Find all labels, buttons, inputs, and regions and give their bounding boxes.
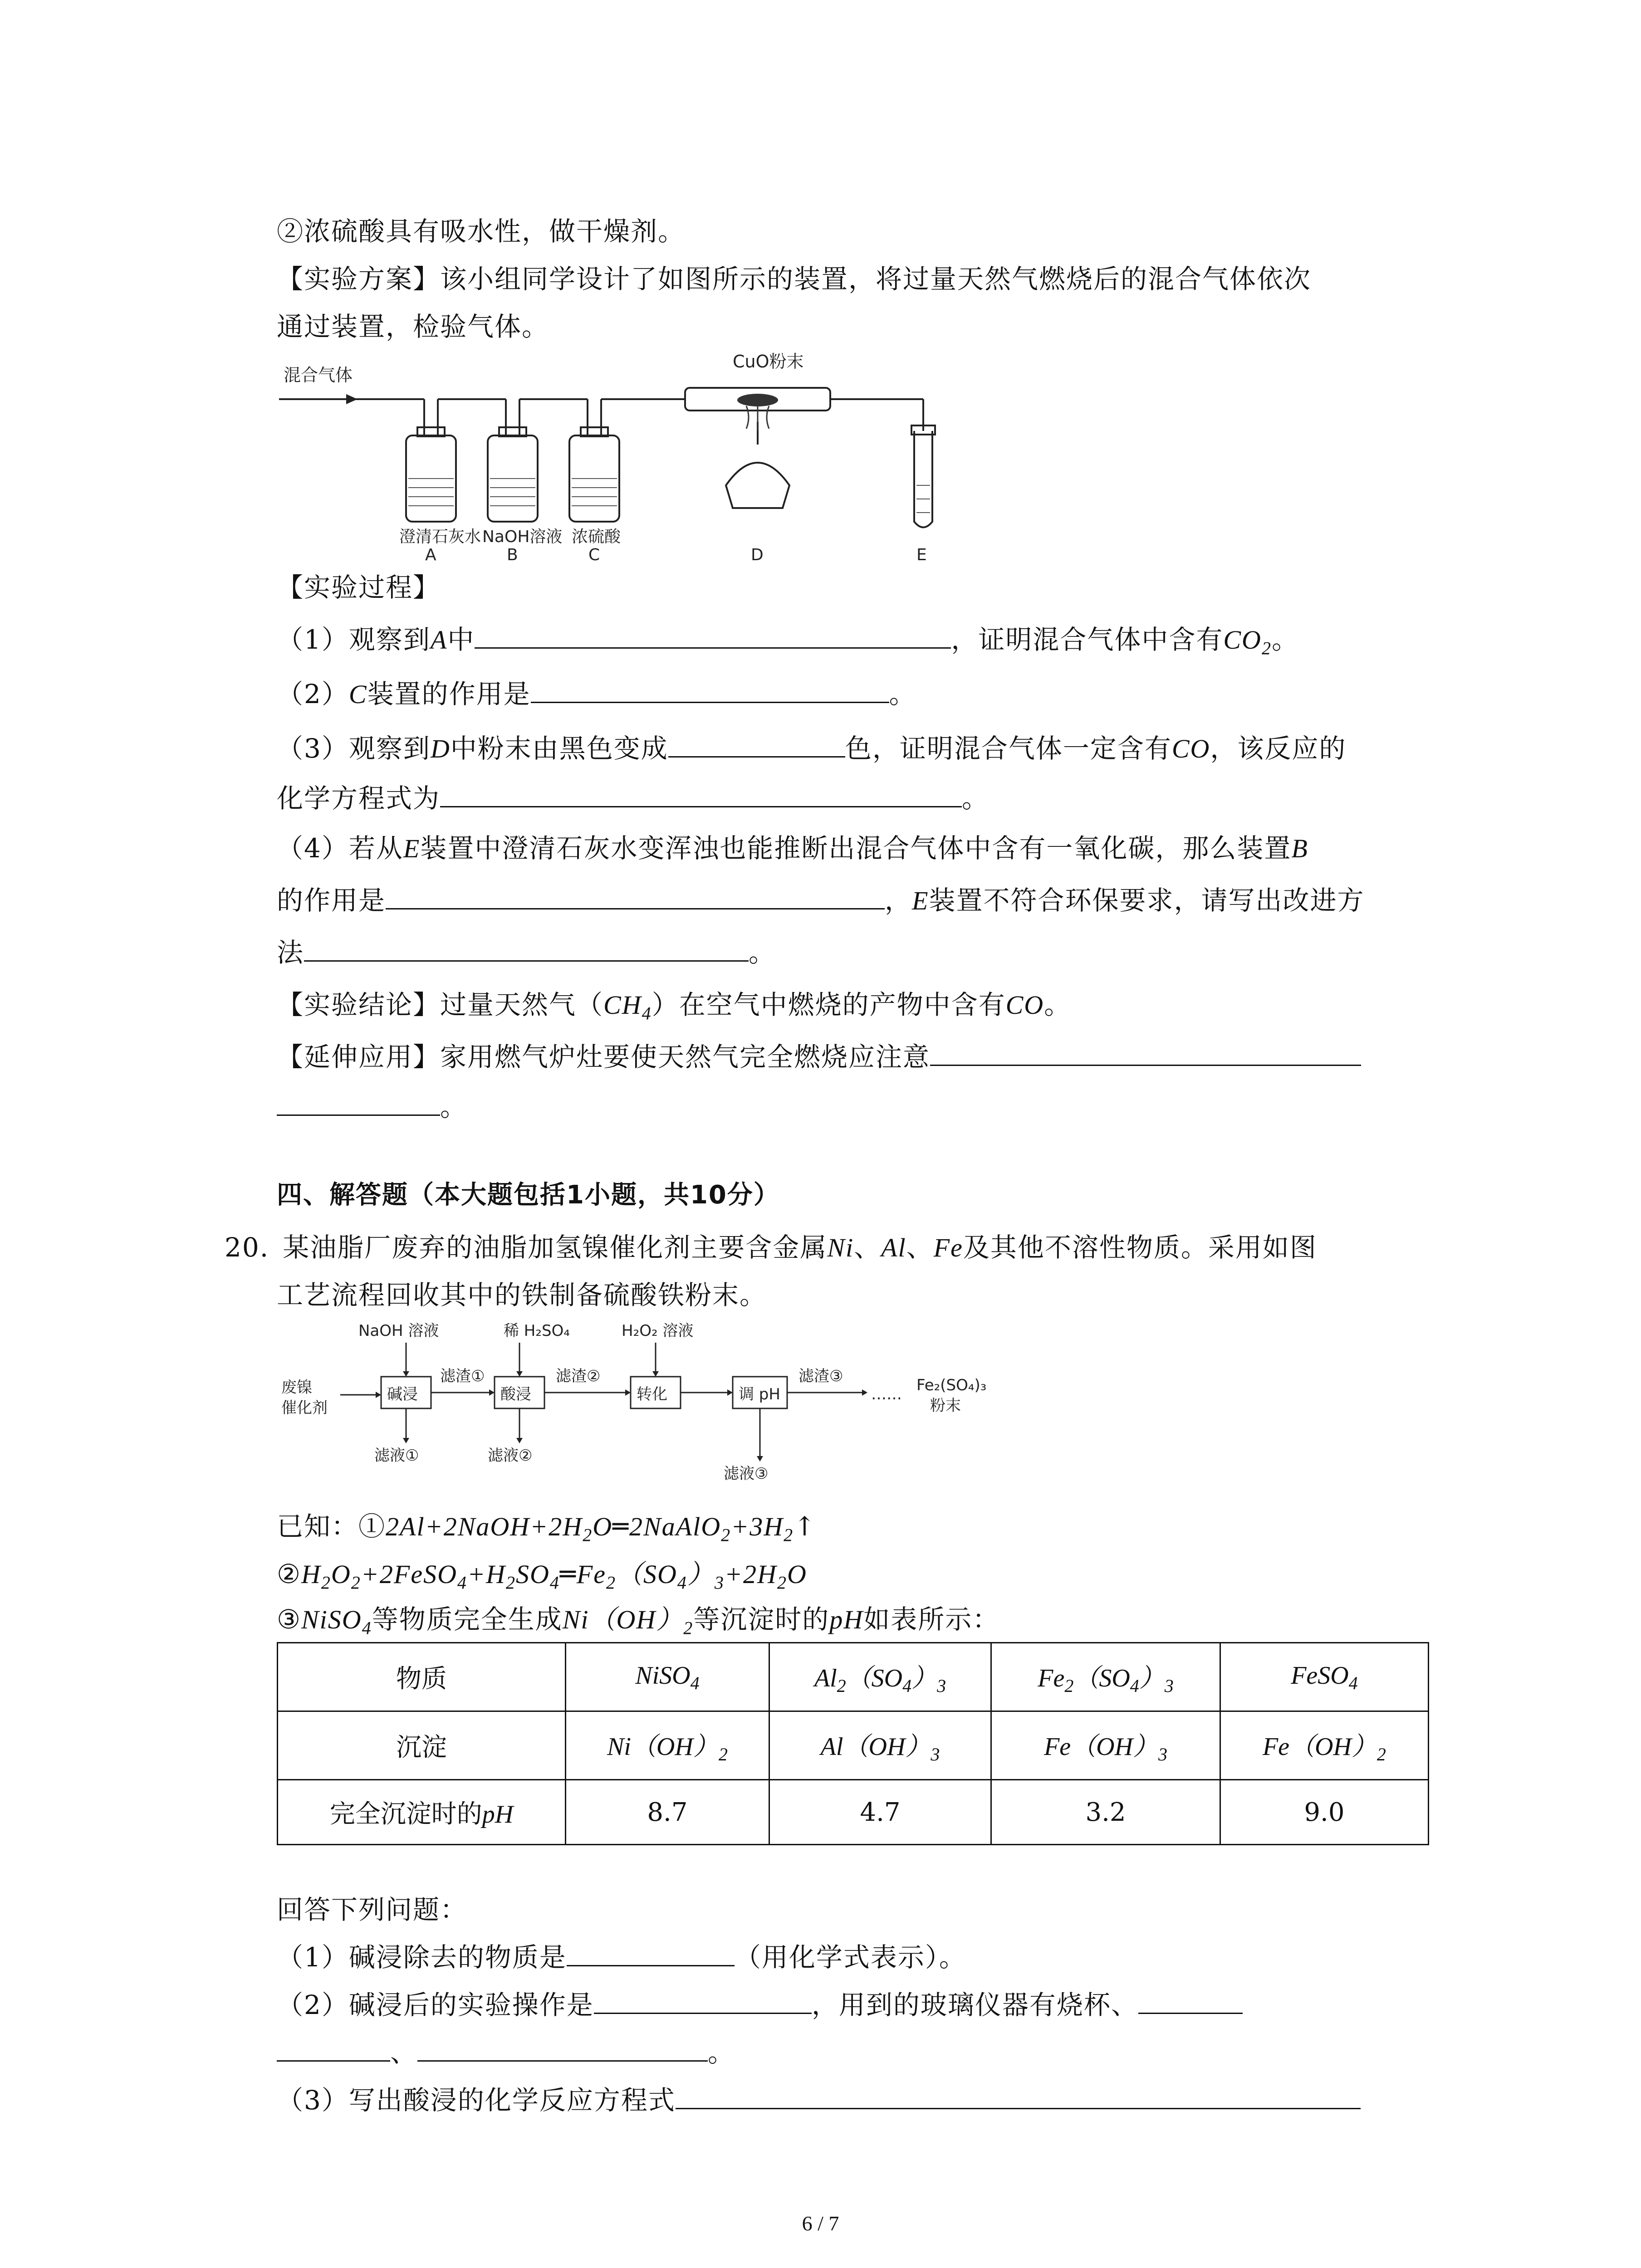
process-flow-diagram — [277, 1318, 1025, 1508]
apparatus-diagram — [279, 349, 969, 562]
answer-blank-20-1[interactable] — [567, 1940, 735, 1966]
table-cell: 完全沉淀时的pH — [278, 1780, 566, 1845]
answer-blank-1[interactable] — [475, 622, 951, 649]
precipitation-ph-table — [277, 1642, 1429, 1845]
answer-blank-3b[interactable] — [440, 781, 962, 807]
question-4: （4）若从E装置中澄清石灰水变浑浊也能推断出混合气体中含有一氧化碳，那么装置B — [277, 833, 1308, 864]
letter-a: A — [425, 546, 436, 562]
answer-blank-20-2b[interactable] — [1138, 1987, 1243, 2014]
table-cell: NiSO$_4$ — [566, 1643, 769, 1711]
table-cell: $Al_2(SO_4)_3$ — [769, 1643, 991, 1711]
table-cell: $Fe(OH)_3$ — [991, 1711, 1220, 1780]
bottle-c-label: 浓硫酸 — [572, 528, 621, 546]
answer-blank-20-2a[interactable] — [594, 1987, 812, 2014]
letter-d: D — [751, 546, 764, 562]
extension: 【延伸应用】家用燃气炉灶要使天然气完全燃烧应注意 — [277, 1039, 1361, 1075]
question-4-line3: 法 。 — [277, 934, 776, 971]
flow-box-convert: 转化 — [637, 1385, 667, 1403]
answer-q2-line2: 、 。 — [277, 2034, 735, 2071]
bottle-b-label: NaOH溶液 — [482, 528, 563, 546]
flow-start-line1: 废镍 — [281, 1378, 312, 1397]
flow-input-h2o2: H₂O₂ 溶液 — [622, 1322, 694, 1340]
answer-blank-20-2c[interactable] — [277, 2035, 390, 2062]
flow-residue-3: 滤渣③ — [798, 1367, 843, 1385]
answer-blank-ext-b[interactable] — [277, 1089, 440, 1116]
flow-residue-1: 滤渣① — [440, 1367, 485, 1385]
known-item-2: ②浓硫酸具有吸水性，做干燥剂。 — [277, 216, 686, 247]
question-20-line2: 工艺流程回收其中的铁制备硫酸铁粉末。 — [277, 1280, 767, 1310]
flow-box-ph: 调 pH — [739, 1385, 780, 1403]
extension-line2: 。 — [277, 1089, 467, 1125]
answer-blank-20-2d[interactable] — [417, 2035, 708, 2062]
section-4-heading: 四、解答题（本大题包括1小题，共10分） — [277, 1180, 780, 1210]
answer-blank-2[interactable] — [531, 676, 889, 703]
question-3: （3）观察到D中粉末由黑色变成 色，证明混合气体一定含有CO，该反应的 — [277, 730, 1346, 767]
flow-box-acid: 酸浸 — [500, 1385, 531, 1403]
inlet-label: 混合气体 — [284, 365, 353, 385]
known-eq-3: ③NiSO$_4$等物质完全生成$Ni(OH)_2$等沉淀时的pH如表所示： — [277, 1604, 1000, 1638]
flow-input-naoh: NaOH 溶液 — [358, 1322, 439, 1340]
question-2: （2）C装置的作用是 。 — [277, 676, 916, 713]
page-number: 6 / 7 — [802, 2212, 839, 2235]
letter-b: B — [507, 546, 518, 562]
table-cell: FeSO$_4$ — [1220, 1643, 1428, 1711]
process-heading: 【实验过程】 — [277, 572, 441, 603]
flow-dots: …… — [871, 1385, 902, 1403]
table-cell: $Fe_2(SO_4)_3$ — [991, 1643, 1220, 1711]
flow-box-alkali: 碱浸 — [387, 1385, 418, 1403]
table-cell: $Fe(OH)_2$ — [1220, 1711, 1428, 1780]
answer-blank-4a[interactable] — [386, 883, 885, 909]
flow-product-line1: Fe₂(SO₄)₃ — [916, 1376, 987, 1394]
answer-blank-4b[interactable] — [304, 935, 749, 962]
bottle-a-label: 澄清石灰水 — [399, 528, 481, 546]
flow-residue-2: 滤渣② — [556, 1367, 601, 1385]
letter-c: C — [588, 546, 600, 562]
table-cell: 3.2 — [991, 1780, 1220, 1845]
flow-filtrate-2: 滤液② — [488, 1447, 533, 1465]
cuo-label: CuO粉末 — [733, 352, 804, 371]
flow-product-line2: 粉末 — [930, 1397, 961, 1415]
question-1: （1）观察到A中 ，证明混合气体中含有$CO_2$。 — [277, 621, 1299, 667]
answer-blank-3a[interactable] — [668, 731, 845, 758]
table-cell: 8.7 — [566, 1780, 769, 1845]
flow-filtrate-3: 滤液③ — [724, 1465, 769, 1483]
table-header-row — [278, 1643, 1429, 1711]
question-4-line2: 的作用是 ，E装置不符合环保要求，请写出改进方 — [277, 882, 1364, 919]
table-cell: 沉淀 — [278, 1711, 566, 1780]
conclusion: 【实验结论】过量天然气$(CH_4)$在空气中燃烧的产物中含有CO。 — [277, 989, 1072, 1024]
table-cell: 4.7 — [769, 1780, 991, 1845]
table-row — [278, 1780, 1429, 1845]
known-eq-1: 已知：$①2Al+2NaOH+2H_2O═2NaAlO_2+3H_2↑$ — [277, 1511, 817, 1545]
table-cell: 9.0 — [1220, 1780, 1428, 1845]
answer-intro: 回答下列问题： — [277, 1894, 468, 1925]
letter-e: E — [916, 546, 927, 562]
question-3-line2: 化学方程式为 。 — [277, 780, 989, 816]
answer-blank-20-3[interactable] — [676, 2082, 1361, 2109]
answer-q3: （3）写出酸浸的化学反应方程式 — [277, 2082, 1361, 2118]
answer-q1: （1）碱浸除去的物质是 （用化学式表示）。 — [277, 1939, 966, 1975]
answer-blank-ext-a[interactable] — [930, 1039, 1361, 1066]
answer-q2: （2）碱浸后的实验操作是 ，用到的玻璃仪器有烧杯、 — [277, 1987, 1243, 2023]
table-cell: $Ni(OH)_2$ — [566, 1711, 769, 1780]
flow-filtrate-1: 滤液① — [374, 1447, 419, 1465]
question-20: 20. 某油脂厂废弃的油脂加氢镍催化剂主要含金属Ni、Al、Fe及其他不溶性物质。采用如图 — [225, 1232, 1317, 1263]
known-eq-2: $②H_2O_2+2FeSO_4+H_2SO_4═Fe_2(SO_4)_3+2H_2O$ — [277, 1559, 807, 1593]
flow-start-line2: 催化剂 — [281, 1399, 328, 1417]
plan-line-1: 【实验方案】该小组同学设计了如图所示的装置，将过量天然气燃烧后的混合气体依次 — [277, 264, 1312, 294]
flow-input-h2so4: 稀 H₂SO₄ — [504, 1322, 570, 1340]
table-cell: 物质 — [278, 1643, 566, 1711]
table-cell: $Al(OH)_3$ — [769, 1711, 991, 1780]
plan-line-2: 通过装置，检验气体。 — [277, 311, 549, 342]
table-row — [278, 1711, 1429, 1780]
